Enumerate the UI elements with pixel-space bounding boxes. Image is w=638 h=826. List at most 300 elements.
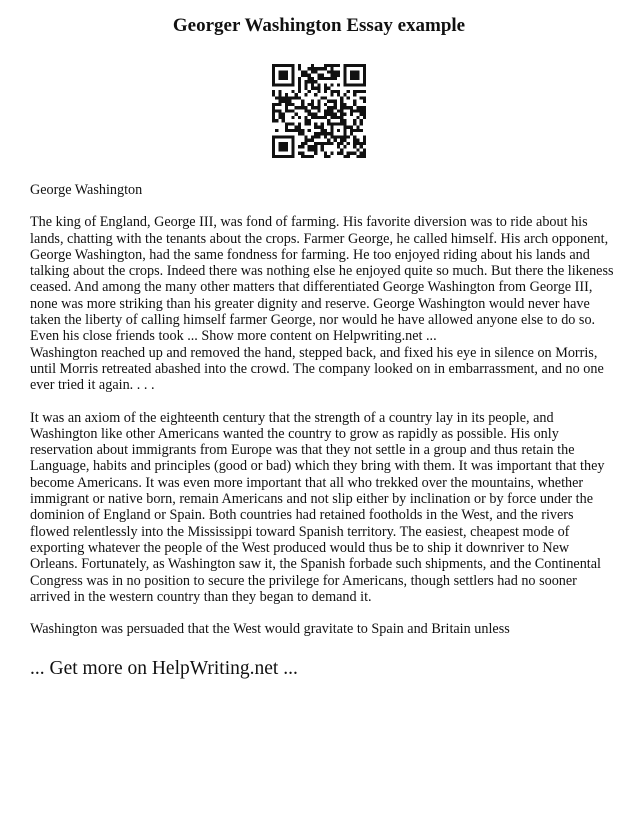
qr-module — [298, 87, 301, 90]
qr-module — [317, 116, 320, 119]
qr-module — [301, 155, 304, 158]
qr-module — [334, 113, 337, 116]
qr-module — [363, 100, 366, 103]
qr-module — [311, 113, 314, 116]
qr-module — [285, 96, 288, 99]
qr-module — [272, 142, 275, 145]
qr-module — [356, 64, 359, 67]
qr-module — [337, 74, 340, 77]
qr-module — [337, 142, 340, 145]
qr-module — [363, 135, 366, 138]
qr-module — [363, 83, 366, 86]
qr-module — [343, 77, 346, 80]
qr-module — [291, 74, 294, 77]
qr-module — [327, 64, 330, 67]
qr-module — [330, 70, 333, 73]
qr-module — [350, 109, 353, 112]
qr-module — [308, 139, 311, 142]
qr-module — [301, 129, 304, 132]
qr-module — [311, 148, 314, 151]
qr-module — [360, 142, 363, 145]
qr-module — [291, 77, 294, 80]
qr-module — [317, 77, 320, 80]
qr-module — [317, 83, 320, 86]
qr-module — [330, 113, 333, 116]
qr-module — [327, 87, 330, 90]
qr-module — [282, 119, 285, 122]
qr-module — [282, 74, 285, 77]
qr-module — [291, 103, 294, 106]
paragraph-3: It was an axiom of the eighteenth century that the strength of a country lay in its people, and Washington like other Americans wanted the country to grow as rapidly as possible. His only reservation about immigrants from Europe was that they not settle in a group and thus retain the Language, habits and principles (good or bad) which they bring with them. It was important that they become Americans. It was even more important that all who trekked over the mountains, whether immigrant or native born, remain Americans and not slip either by inclination or by force under the dominion of England or Spain. Both countries had retained footholds in the West, and the rivers flowed relentlessly into the Mississippi toward Spanish territory. The easiest, cheapest mode of exporting whatever the people of the West produced would thus be to ship it downriver to New Orleans. Fortunately, as Washington saw it, the Spanish forbade such shipments, and the Continental Congress was in no position to secure the privilege for Americans, though settlers had no sooner arrived in the western country than they began to demand it. — [30, 409, 605, 605]
paragraph-1: The king of England, George III, was fond of farming. His favorite diversion was to ride about his lands, chatting with the tenants about the crops. Farmer George, he called himself. His arch opponent, George Washington, had the same fondness for farming. He too enjoyed riding about his lands and talking about the crops. Indeed there was nothing else he enjoyed quite so much. But there the likeness ceased. And among the many other matters that differentiated George Washington from George III, none was more striking than his greater dignity and reserve. George Washington would never have taken the liberty of calling himself farmer George, nor would he have allowed anyone else to do so. Even his close friends took ... Show more content on Helpwriting.net ... — [30, 214, 614, 345]
qr-module — [314, 67, 317, 70]
qr-module — [353, 90, 356, 93]
qr-module — [340, 122, 343, 125]
qr-module — [282, 135, 285, 138]
paragraph-4: Washington was persuaded that the West would gravitate to Spain and Britain unless — [30, 621, 510, 638]
qr-module — [291, 129, 294, 132]
qr-module — [360, 122, 363, 125]
qr-module — [360, 145, 363, 148]
qr-module — [347, 135, 350, 138]
qr-module — [311, 87, 314, 90]
qr-module — [340, 96, 343, 99]
qr-module — [334, 70, 337, 73]
qr-module — [363, 74, 366, 77]
qr-module — [356, 139, 359, 142]
qr-module — [353, 93, 356, 96]
qr-module — [330, 129, 333, 132]
qr-module — [304, 109, 307, 112]
qr-module — [350, 77, 353, 80]
qr-module — [272, 109, 275, 112]
qr-module — [272, 67, 275, 70]
qr-module — [347, 152, 350, 155]
qr-module — [321, 126, 324, 129]
qr-module — [363, 90, 366, 93]
qr-module — [301, 152, 304, 155]
qr-module — [343, 67, 346, 70]
qr-module — [363, 116, 366, 119]
qr-module — [295, 106, 298, 109]
qr-module — [350, 113, 353, 116]
qr-module — [321, 122, 324, 125]
qr-module — [353, 64, 356, 67]
qr-module — [308, 90, 311, 93]
qr-module — [298, 77, 301, 80]
qr-module — [321, 132, 324, 135]
qr-module — [275, 96, 278, 99]
qr-module — [324, 129, 327, 132]
qr-module — [356, 109, 359, 112]
qr-module — [353, 70, 356, 73]
qr-module — [356, 126, 359, 129]
qr-module — [321, 148, 324, 151]
qr-module — [285, 129, 288, 132]
qr-module — [353, 119, 356, 122]
qr-module — [337, 83, 340, 86]
qr-module — [278, 74, 281, 77]
qr-module — [275, 103, 278, 106]
qr-module — [324, 113, 327, 116]
qr-module — [291, 90, 294, 93]
qr-module — [324, 109, 327, 112]
qr-module — [343, 74, 346, 77]
qr-module — [330, 106, 333, 109]
qr-module — [304, 155, 307, 158]
qr-module — [324, 64, 327, 67]
qr-module — [272, 103, 275, 106]
qr-module — [272, 119, 275, 122]
qr-module — [272, 70, 275, 73]
qr-module — [288, 96, 291, 99]
qr-module — [291, 139, 294, 142]
qr-module — [321, 142, 324, 145]
qr-module — [301, 74, 304, 77]
qr-module — [363, 80, 366, 83]
qr-module — [317, 74, 320, 77]
qr-module — [278, 96, 281, 99]
qr-module — [282, 83, 285, 86]
qr-module — [321, 116, 324, 119]
qr-module — [308, 109, 311, 112]
qr-module — [314, 106, 317, 109]
qr-module — [291, 80, 294, 83]
qr-module — [340, 152, 343, 155]
qr-module — [330, 83, 333, 86]
qr-module — [353, 139, 356, 142]
qr-module — [298, 90, 301, 93]
qr-module — [317, 109, 320, 112]
qr-module — [291, 64, 294, 67]
qr-module — [308, 148, 311, 151]
qr-module — [321, 74, 324, 77]
qr-module — [356, 90, 359, 93]
qr-module — [298, 122, 301, 125]
qr-module — [275, 83, 278, 86]
qr-module — [301, 106, 304, 109]
qr-module — [298, 106, 301, 109]
qr-module — [308, 77, 311, 80]
qr-module — [353, 100, 356, 103]
qr-module — [340, 113, 343, 116]
qr-module — [282, 145, 285, 148]
qr-module — [324, 90, 327, 93]
qr-module — [304, 106, 307, 109]
document-body — [30, 182, 614, 681]
qr-module — [317, 67, 320, 70]
qr-module — [363, 152, 366, 155]
qr-module — [353, 77, 356, 80]
qr-module — [311, 145, 314, 148]
qr-module — [282, 142, 285, 145]
qr-module — [343, 155, 346, 158]
qr-module — [317, 135, 320, 138]
qr-module — [291, 96, 294, 99]
qr-module — [282, 113, 285, 116]
qr-module — [317, 132, 320, 135]
qr-module — [347, 142, 350, 145]
qr-module — [360, 152, 363, 155]
qr-module — [327, 77, 330, 80]
qr-module — [327, 139, 330, 142]
qr-module — [330, 90, 333, 93]
qr-module — [278, 90, 281, 93]
qr-module — [327, 132, 330, 135]
qr-module — [330, 93, 333, 96]
qr-module — [311, 83, 314, 86]
qr-module — [298, 67, 301, 70]
qr-module — [311, 139, 314, 142]
qr-module — [298, 80, 301, 83]
qr-module — [285, 93, 288, 96]
qr-module — [278, 109, 281, 112]
qr-module — [311, 135, 314, 138]
qr-module — [353, 129, 356, 132]
qr-module — [347, 83, 350, 86]
qr-module — [291, 70, 294, 73]
qr-module — [304, 116, 307, 119]
qr-module — [304, 142, 307, 145]
qr-module — [324, 67, 327, 70]
qr-module — [272, 77, 275, 80]
qr-module — [321, 145, 324, 148]
qr-module — [356, 106, 359, 109]
qr-module — [350, 83, 353, 86]
qr-module — [278, 142, 281, 145]
qr-module — [334, 106, 337, 109]
qr-module — [288, 64, 291, 67]
qr-module — [327, 70, 330, 73]
qr-module — [278, 70, 281, 73]
qr-module — [330, 77, 333, 80]
qr-module — [272, 113, 275, 116]
qr-module — [278, 83, 281, 86]
qr-module — [278, 135, 281, 138]
qr-module — [360, 83, 363, 86]
qr-module — [272, 155, 275, 158]
qr-module — [340, 142, 343, 145]
qr-module — [321, 96, 324, 99]
qr-module — [356, 83, 359, 86]
qr-module — [275, 109, 278, 112]
qr-module — [340, 103, 343, 106]
qr-module — [324, 132, 327, 135]
qr-module — [334, 103, 337, 106]
qr-module — [327, 106, 330, 109]
qr-module — [353, 109, 356, 112]
qr-module — [311, 155, 314, 158]
qr-module — [321, 77, 324, 80]
qr-module — [285, 135, 288, 138]
qr-module — [363, 96, 366, 99]
qr-module — [275, 155, 278, 158]
qr-module — [353, 103, 356, 106]
qr-module — [298, 145, 301, 148]
qr-module — [291, 122, 294, 125]
qr-module — [301, 100, 304, 103]
qr-module — [272, 83, 275, 86]
qr-module — [330, 109, 333, 112]
qr-module — [343, 132, 346, 135]
qr-module — [350, 129, 353, 132]
qr-module — [308, 67, 311, 70]
qr-module — [350, 126, 353, 129]
qr-module — [334, 74, 337, 77]
qr-module — [356, 155, 359, 158]
paragraph-2: Washington reached up and removed the hand, stepped back, and fixed his eye in silence on Morris, until Morris retreated abashed into the crowd. The company looked on in embarrassment, and no one ever tried it again. . . . — [30, 344, 604, 394]
qr-module — [343, 103, 346, 106]
qr-module — [360, 106, 363, 109]
qr-module — [282, 155, 285, 158]
qr-module — [304, 74, 307, 77]
qr-module — [360, 155, 363, 158]
qr-module — [314, 142, 317, 145]
qr-module — [337, 129, 340, 132]
qr-module — [304, 119, 307, 122]
get-more-link[interactable]: ... Get more on HelpWriting.net ... — [30, 658, 298, 680]
qr-module — [317, 87, 320, 90]
qr-module — [360, 113, 363, 116]
qr-module — [278, 113, 281, 116]
qr-module — [363, 109, 366, 112]
qr-module — [288, 100, 291, 103]
qr-module — [360, 119, 363, 122]
qr-module — [330, 126, 333, 129]
qr-module — [340, 109, 343, 112]
qr-module — [347, 155, 350, 158]
qr-module — [340, 106, 343, 109]
qr-module — [298, 126, 301, 129]
qr-module — [314, 132, 317, 135]
qr-module — [334, 116, 337, 119]
qr-module — [304, 87, 307, 90]
qr-module — [327, 119, 330, 122]
qr-module — [308, 113, 311, 116]
qr-module — [278, 148, 281, 151]
qr-module — [272, 152, 275, 155]
qr-module — [337, 145, 340, 148]
qr-module — [311, 106, 314, 109]
qr-module — [285, 148, 288, 151]
qr-module — [314, 126, 317, 129]
qr-module — [356, 129, 359, 132]
qr-module — [334, 64, 337, 67]
qr-module — [304, 139, 307, 142]
qr-module — [330, 100, 333, 103]
qr-module — [308, 74, 311, 77]
qr-module — [291, 155, 294, 158]
qr-module — [337, 109, 340, 112]
qr-module — [278, 116, 281, 119]
qr-module — [353, 122, 356, 125]
qr-module — [291, 135, 294, 138]
qr-module — [314, 70, 317, 73]
qr-module — [343, 139, 346, 142]
qr-module — [314, 152, 317, 155]
qr-module — [330, 122, 333, 125]
qr-module — [324, 77, 327, 80]
qr-module — [321, 129, 324, 132]
qr-module — [360, 64, 363, 67]
qr-module — [347, 106, 350, 109]
qr-module — [343, 113, 346, 116]
qr-module — [278, 155, 281, 158]
qr-module — [330, 64, 333, 67]
qr-module — [347, 64, 350, 67]
qr-module — [278, 77, 281, 80]
qr-module — [285, 103, 288, 106]
qr-module — [275, 119, 278, 122]
qr-module — [308, 122, 311, 125]
qr-module — [272, 145, 275, 148]
qr-module — [308, 155, 311, 158]
qr-module — [317, 126, 320, 129]
qr-module — [340, 135, 343, 138]
qr-module — [334, 135, 337, 138]
qr-module — [295, 93, 298, 96]
document-title: Georger Washington Essay example — [172, 15, 466, 36]
qr-module — [353, 145, 356, 148]
qr-module — [343, 83, 346, 86]
qr-module — [360, 90, 363, 93]
qr-module — [350, 74, 353, 77]
qr-module — [350, 70, 353, 73]
qr-module — [301, 142, 304, 145]
qr-module — [288, 83, 291, 86]
qr-module — [278, 145, 281, 148]
qr-module — [288, 109, 291, 112]
qr-module — [343, 93, 346, 96]
qr-module — [343, 129, 346, 132]
qr-module — [282, 148, 285, 151]
qr-module — [330, 116, 333, 119]
qr-module — [317, 103, 320, 106]
qr-module — [343, 135, 346, 138]
qr-module — [347, 126, 350, 129]
qr-module — [282, 96, 285, 99]
qr-module — [327, 100, 330, 103]
qr-module — [350, 106, 353, 109]
qr-module — [291, 142, 294, 145]
qr-module — [363, 67, 366, 70]
qr-module — [317, 90, 320, 93]
qr-module — [298, 83, 301, 86]
qr-module — [298, 96, 301, 99]
qr-module — [282, 64, 285, 67]
qr-module — [330, 132, 333, 135]
qr-module — [340, 148, 343, 151]
qr-module — [285, 70, 288, 73]
qr-module — [285, 77, 288, 80]
qr-module — [343, 126, 346, 129]
qr-module — [285, 145, 288, 148]
qr-module — [356, 74, 359, 77]
qr-module — [337, 90, 340, 93]
qr-module — [340, 100, 343, 103]
qr-module — [288, 122, 291, 125]
qr-module — [311, 70, 314, 73]
qr-module — [304, 83, 307, 86]
qr-module — [272, 93, 275, 96]
qr-module — [340, 116, 343, 119]
qr-module — [360, 96, 363, 99]
qr-module — [360, 129, 363, 132]
qr-module — [298, 132, 301, 135]
qr-module — [327, 122, 330, 125]
qr-module — [308, 129, 311, 132]
qr-module — [317, 106, 320, 109]
